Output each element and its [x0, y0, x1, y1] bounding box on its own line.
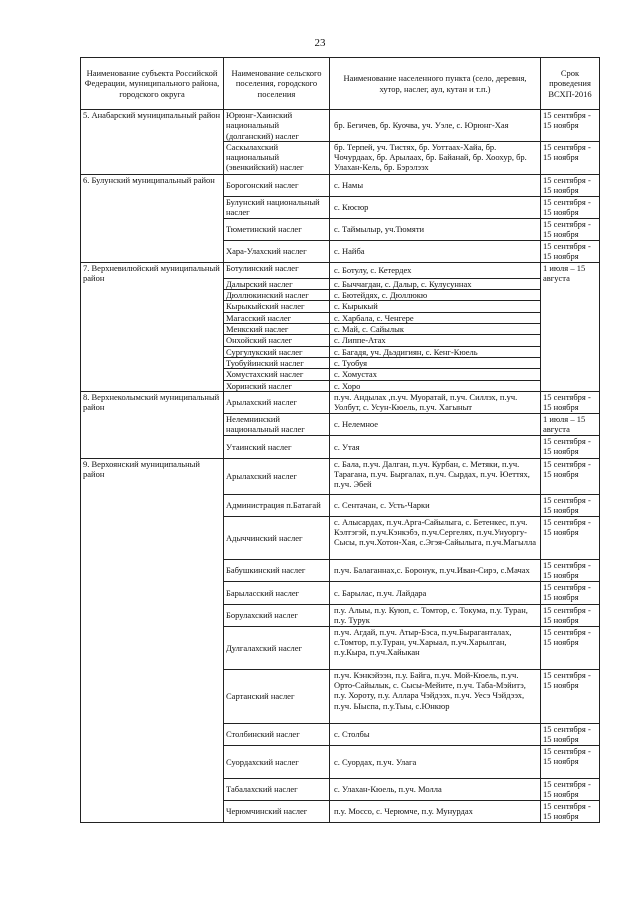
localities: с. Алысардах, п.уч.Арга-Сайылыга, с. Бетенкес, п.уч. Кэлтэгэй, п.уч.Кэнкэбэ, п.уч.Сергелях, п.уч.Унуоргу-Сысы, п.уч.Хотон-Хая, с.Эгэя-Сайылыга, п.уч.Магылла — [330, 516, 541, 559]
table-row — [81, 262, 600, 278]
header-subject: Наименование субъекта Российской Федерации, муниципального района, городского округа — [81, 58, 224, 110]
table-row — [81, 391, 600, 413]
settlement-name: Арылахский наслег — [224, 391, 330, 413]
census-term: 15 сентября - 15 ноября — [541, 458, 600, 494]
census-term: 15 сентября - 15 ноября — [541, 723, 600, 745]
district-name: 9. Верхоянский муниципальный район — [81, 458, 224, 822]
district-name: 5. Анабарский муниципальный район — [81, 110, 224, 175]
census-term: 15 сентября - 15 ноября — [541, 559, 600, 581]
localities: с. Кырыкый — [330, 301, 541, 312]
settlements-table — [80, 57, 600, 823]
localities: с. Улахан-Кюель, п.уч. Молла — [330, 778, 541, 800]
census-term: 15 сентября - 15 ноября — [541, 581, 600, 604]
localities: с. Хоро — [330, 380, 541, 391]
localities: с. Нелемное — [330, 413, 541, 435]
settlement-name: Борулахский наслег — [224, 604, 330, 626]
header-locality: Наименование населенного пункта (село, деревня, хутор, наслег, аул, кутан и т.п.) — [330, 58, 541, 110]
settlement-name: Кырыкыйский наслег — [224, 301, 330, 312]
census-term: 15 сентября - 15 ноября — [541, 604, 600, 626]
settlement-name: Арылахский наслег — [224, 458, 330, 494]
localities: с. Сентачан, с. Усть-Чарки — [330, 494, 541, 516]
localities: п.уч. Агдай, п.уч. Атыр-Бэса, п.уч.Быраганталах, с.Томтор, п.у.Туран, уч.Харыал, п.уч.Харылган, п.у.Кыра, п.уч.Хайыкан — [330, 626, 541, 669]
page-number: 23 — [314, 37, 326, 49]
localities: с. Суордах, п.уч. Улага — [330, 745, 541, 778]
localities: с. Туобуя — [330, 357, 541, 368]
settlement-name: Бабушкинский наслег — [224, 559, 330, 581]
settlement-name: Магасский наслег — [224, 312, 330, 323]
settlement-name: Хоринский наслег — [224, 380, 330, 391]
localities: с. Бютейдях, с. Дюллюкю — [330, 290, 541, 301]
localities: с. Быччагдан, с. Далыр, с. Кулусуннах — [330, 278, 541, 289]
settlement-name: Утаинский наслег — [224, 435, 330, 458]
census-term: 15 сентября - 15 ноября — [541, 391, 600, 413]
census-term: 1 июля – 15 августа — [541, 413, 600, 435]
settlement-name: Хомустахский наслег — [224, 369, 330, 380]
settlement-name: Ботулинский наслег — [224, 262, 330, 278]
district-name: 8. Верхнеколымский муниципальный район — [81, 391, 224, 458]
header-settlement: Наименование сельского поселения, городского поселения — [224, 58, 330, 110]
localities: с. Липпе-Атах — [330, 335, 541, 346]
localities: с. Намы — [330, 174, 541, 196]
localities: бр. Терпей, уч. Тистях, бр. Уоттаах-Хайа, бр. Чочурдаах, бр. Арылаах, бр. Байанай, бр. Хоохур, бр. Улахан-Кель, бр. Бэрэлээх — [330, 141, 541, 174]
localities: с. Таймылыр, уч.Тюмяти — [330, 218, 541, 240]
settlement-name: Дулгалахский наслег — [224, 626, 330, 669]
localities: с. Кюсюр — [330, 196, 541, 218]
census-term: 15 сентября - 15 ноября — [541, 516, 600, 559]
census-term: 15 сентября - 15 ноября — [541, 141, 600, 174]
settlement-name: Булунский национальный наслег — [224, 196, 330, 218]
census-term: 15 сентября - 15 ноября — [541, 669, 600, 723]
census-term: 15 сентября - 15 ноября — [541, 800, 600, 822]
header-term: Срок проведения ВСХП-2016 — [541, 58, 600, 110]
census-term: 15 сентября - 15 ноября — [541, 240, 600, 262]
settlement-name: Онхойский наслег — [224, 335, 330, 346]
localities: бр. Бегичев, бр. Куочва, уч. Уэле, с. Юрюнг-Хая — [330, 110, 541, 142]
settlement-name: Нелемнинский национальный наслег — [224, 413, 330, 435]
settlement-name: Барыласский наслег — [224, 581, 330, 604]
localities: с. Харбала, с. Ченгере — [330, 312, 541, 323]
settlement-name: Сургулукский наслег — [224, 346, 330, 357]
settlement-name: Сартанский наслег — [224, 669, 330, 723]
district-name: 7. Верхневилюйский муниципальный район — [81, 262, 224, 391]
settlement-name: Юрюнг-Хаинский национальный (долганский) наслег — [224, 110, 330, 142]
census-term: 15 сентября - 15 ноября — [541, 196, 600, 218]
localities: с. Хомустах — [330, 369, 541, 380]
settlement-name: Туобуйинский наслег — [224, 357, 330, 368]
census-term: 15 сентября - 15 ноября — [541, 218, 600, 240]
census-term: 15 сентября - 15 ноября — [541, 745, 600, 778]
settlement-name: Дюллюкинский наслег — [224, 290, 330, 301]
localities: с. Бала, п.уч. Далган, п.уч. Курбан, с. Метяки, п.уч. Тарагана, п.уч. Быргалах, п.уч. Сырдах, п.уч. Юеттях, п.уч. Эбей — [330, 458, 541, 494]
census-term: 15 сентября - 15 ноября — [541, 110, 600, 142]
settlement-name: Суордахский наслег — [224, 745, 330, 778]
settlement-name: Саскылахский национальный (эвенкийский) наслег — [224, 141, 330, 174]
census-term: 15 сентября - 15 ноября — [541, 778, 600, 800]
settlement-name: Далырский наслег — [224, 278, 330, 289]
localities: п.у. Моссо, с. Черюмче, п.у. Мунурдах — [330, 800, 541, 822]
localities: п.уч. Андылах ,п.уч. Муоратай, п.уч. Силлэх, п.уч. Уолбут, с. Усун-Кюель, п.уч. Хагыныт — [330, 391, 541, 413]
census-term: 15 сентября - 15 ноября — [541, 174, 600, 196]
settlement-name: Хара-Улахский наслег — [224, 240, 330, 262]
settlement-name: Борогонский наслег — [224, 174, 330, 196]
settlement-name: Столбинский наслег — [224, 723, 330, 745]
localities: п.уч. Кэнкэйээн, п.у. Байга, п.уч. Мой-Кюель, п.уч. Орто-Сайылык, с. Сысы-Мейите, п.уч. Таба-Мэйитэ, п.у. Хороту, п.у. Аллара Чэйдээх, п.уч. Уесэ Чэйдээх, п.уч. Ыыспа, п.у.Тыы, с.Юнкюр — [330, 669, 541, 723]
localities: с. Багадя, уч. Дьэдигиян, с. Кенг-Кюель — [330, 346, 541, 357]
table-row — [81, 174, 600, 196]
localities: с. Ботулу, с. Кетердех — [330, 262, 541, 278]
settlement-name: Черюмчинский наслег — [224, 800, 330, 822]
localities: п.у. Алыы, п.у. Куюп, с. Томтор, с. Токума, п.у. Туран, п.у. Турук — [330, 604, 541, 626]
district-name: 6. Булунский муниципальный район — [81, 174, 224, 262]
census-term: 15 сентября - 15 ноября — [541, 494, 600, 516]
table-header-row — [81, 58, 600, 110]
settlement-name: Тюметинский наслег — [224, 218, 330, 240]
settlement-name: Адыччинский наслег — [224, 516, 330, 559]
table-row — [81, 458, 600, 494]
localities: с. Найба — [330, 240, 541, 262]
census-term: 15 сентября - 15 ноября — [541, 435, 600, 458]
table-row — [81, 110, 600, 142]
localities: п.уч. Балаганнах,с. Боронук, п.уч.Иван-Сирэ, с.Мачах — [330, 559, 541, 581]
census-term: 1 июля – 15 августа — [541, 262, 600, 391]
census-term: 15 сентября - 15 ноября — [541, 626, 600, 669]
table-body — [81, 110, 600, 823]
localities: с. Барылас, п.уч. Лайдара — [330, 581, 541, 604]
settlement-name: Администрация п.Батагай — [224, 494, 330, 516]
settlement-name: Менкский наслег — [224, 324, 330, 335]
settlement-name: Табалахский наслег — [224, 778, 330, 800]
localities: с. Май, с. Сайылык — [330, 324, 541, 335]
localities: с. Утая — [330, 435, 541, 458]
localities: с. Столбы — [330, 723, 541, 745]
